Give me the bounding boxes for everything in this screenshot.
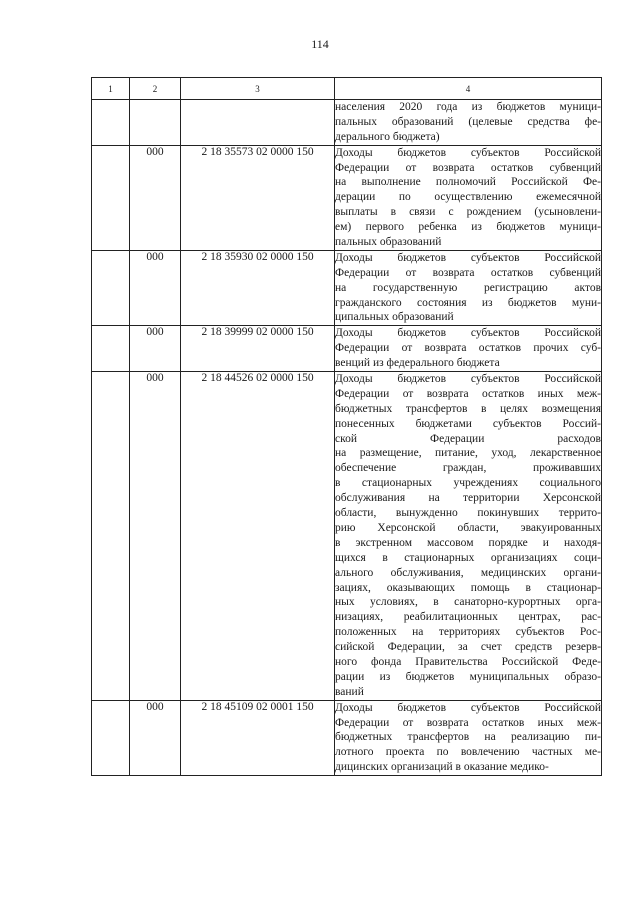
cell-description — [335, 100, 602, 146]
description-line: выплаты в связи с рождением (усыновлени- — [335, 206, 601, 219]
cell-admin-code — [130, 100, 181, 146]
description-line: понесенных бюджетами субъектов Россий- — [335, 417, 601, 430]
budget-code-table — [91, 77, 602, 776]
description-line: ального обслуживания, медицинских органи- — [335, 566, 601, 579]
cell-budget-code — [181, 100, 335, 146]
cell-description — [335, 326, 602, 372]
description-line: Доходы бюджетов субъектов Российской — [335, 146, 601, 159]
description-line: бюджетных трансфертов на реализацию пи- — [335, 731, 601, 744]
cell-col1 — [92, 326, 130, 372]
description-line: венций из федерального бюджета — [335, 357, 500, 370]
description-line: лотного проекта по вовлечению частных ме- — [335, 746, 601, 759]
cell-col1 — [92, 250, 130, 325]
cell-budget-code: 2 18 35573 02 0000 150 — [181, 145, 335, 250]
cell-description — [335, 700, 602, 775]
description-line: на выполнение полномочий Российской Фе- — [335, 176, 601, 189]
description-line: ципальных образований — [335, 311, 454, 324]
column-header-4: 4 — [335, 78, 602, 100]
cell-description — [335, 250, 602, 325]
description-line: обслуживания на территории Херсонской — [335, 492, 601, 505]
table-row — [92, 372, 602, 701]
column-header-1: 1 — [92, 78, 130, 100]
description-line: рию Херсонской области, эвакуированных — [335, 521, 601, 534]
description-line: Федерации от возврата остатков иных меж- — [335, 716, 601, 729]
table-row — [92, 700, 602, 775]
column-header-3: 3 — [181, 78, 335, 100]
cell-description — [335, 145, 602, 250]
description-line: сийской Федерации, за счет средств резерв- — [335, 641, 601, 654]
description-line: ного фонда Правительства Российской Феде- — [335, 655, 601, 668]
description-line: ской Федерации расходов — [335, 432, 601, 445]
cell-admin-code: 000 — [130, 326, 181, 372]
table-row — [92, 100, 602, 146]
description-line: зациях, оказывающих помощь в стационар- — [335, 581, 601, 594]
table-row — [92, 145, 602, 250]
cell-admin-code: 000 — [130, 250, 181, 325]
description-line: Федерации от возврата остатков субвенций — [335, 161, 601, 174]
description-line: Федерации от возврата остатков прочих суб- — [335, 342, 601, 355]
description-line: ных условиях, в санаторно-курортных орга- — [335, 596, 601, 609]
cell-budget-code: 2 18 35930 02 0000 150 — [181, 250, 335, 325]
cell-col1 — [92, 100, 130, 146]
description-line: пальных образований (целевые средства фе- — [335, 115, 601, 128]
description-line: области, вынужденно покинувших террито- — [335, 507, 601, 520]
page-number: 114 — [311, 37, 329, 51]
cell-budget-code: 2 18 44526 02 0000 150 — [181, 372, 335, 701]
cell-col1 — [92, 145, 130, 250]
cell-col1 — [92, 700, 130, 775]
description-line: пальных образований — [335, 236, 442, 249]
column-header-2: 2 — [130, 78, 181, 100]
description-line: дерации по осуществлению ежемесячной — [335, 191, 601, 204]
description-line: ем) первого ребенка из бюджетов муници- — [335, 221, 601, 234]
description-line: рации из бюджетов муниципальных образо- — [335, 670, 601, 683]
table-row — [92, 326, 602, 372]
description-line: положенных на территориях субъектов Рос- — [335, 626, 601, 639]
description-line: обеспечение граждан, проживавших — [335, 462, 601, 475]
description-line: населения 2020 года из бюджетов муници- — [335, 101, 601, 113]
description-line: дерального бюджета) — [335, 130, 440, 143]
description-line: Доходы бюджетов субъектов Российской — [335, 373, 601, 386]
cell-budget-code: 2 18 39999 02 0000 150 — [181, 326, 335, 372]
description-line: низациях, реабилитационных центрах, рас- — [335, 611, 601, 624]
description-line: бюджетных трансфертов в целях возмещения — [335, 402, 601, 415]
cell-admin-code: 000 — [130, 372, 181, 701]
description-line: Федерации от возврата остатков иных меж- — [335, 387, 601, 400]
table-header-row — [92, 78, 602, 100]
description-line: в стационарных учреждениях социального — [335, 477, 601, 490]
description-line: гражданского состояния из бюджетов муни- — [335, 296, 601, 309]
cell-budget-code: 2 18 45109 02 0001 150 — [181, 700, 335, 775]
description-line: Доходы бюджетов субъектов Российской — [335, 701, 601, 714]
cell-admin-code: 000 — [130, 700, 181, 775]
description-line: Федерации от возврата остатков субвенций — [335, 266, 601, 279]
table-row — [92, 250, 602, 325]
description-line: в экстренном массовом порядке и находя- — [335, 536, 601, 549]
cell-admin-code: 000 — [130, 145, 181, 250]
description-line: Доходы бюджетов субъектов Российской — [335, 251, 601, 264]
description-line: дицинских организаций в оказание медико- — [335, 761, 549, 774]
description-line: на государственную регистрацию актов — [335, 281, 601, 294]
description-line: ваний — [335, 685, 364, 698]
cell-description — [335, 372, 602, 701]
description-line: на размещение, питание, уход, лекарственное — [335, 447, 601, 460]
description-line: щихся в стационарных организациях соци- — [335, 551, 601, 564]
cell-col1 — [92, 372, 130, 701]
description-line: Доходы бюджетов субъектов Российской — [335, 327, 601, 340]
